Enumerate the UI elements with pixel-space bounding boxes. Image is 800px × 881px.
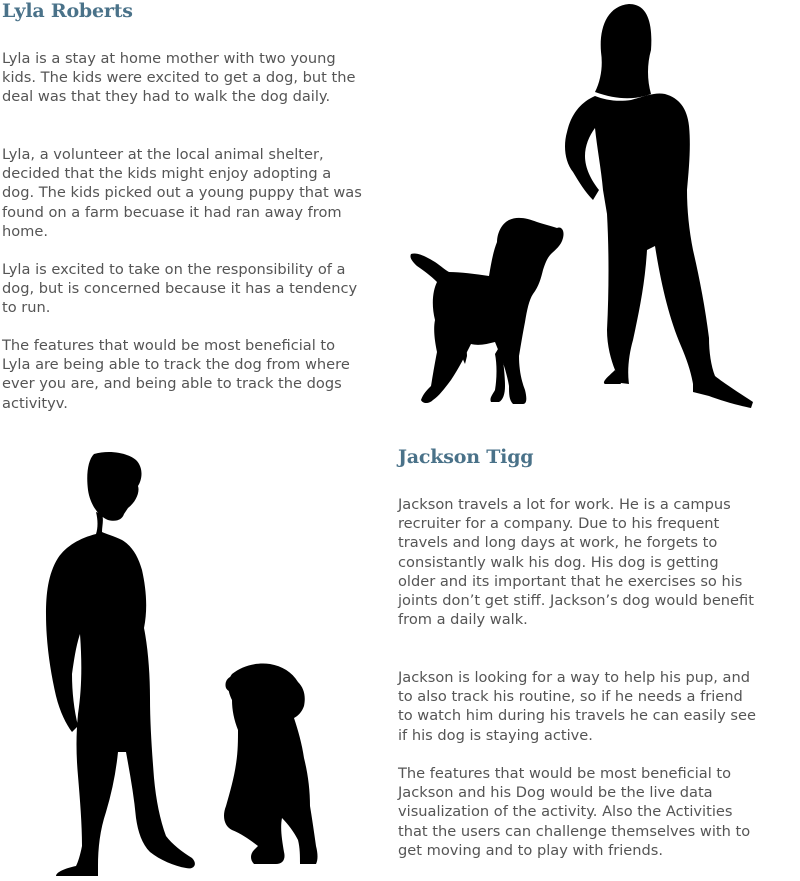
jackson-paragraph-1: Jackson travels a lot for work. He is a campus recruiter for a company. Due to his frequent travels and long days at work, he forgets to consistantly walk his dog. His dog is getting older and its important that he exercises so his joints don’t get stiff. Jackson’s dog would benefit from a daily walk. — [398, 496, 754, 629]
persona-name-jackson: Jackson Tigg — [398, 446, 534, 468]
jackson-paragraph-3: The features that would be most beneficial to Jackson and his Dog would be the live data visualization of the activity. Also the Activities that the users can challenge themselves with to get moving and to play with friends. — [398, 765, 751, 859]
standing-dog-silhouette — [405, 214, 575, 410]
lyla-paragraph-4: The features that would be most beneficial to Lyla are being able to track the dog from where ever you are, and being able to track the dogs activityv. — [2, 337, 350, 412]
lyla-paragraph-1: Lyla is a stay at home mother with two young kids. The kids were excited to get a dog, but the deal was that they had to walk the dog daily. — [2, 50, 356, 106]
man-silhouette — [36, 448, 200, 878]
sitting-dog-silhouette — [220, 660, 324, 870]
woman-silhouette — [555, 0, 755, 412]
lyla-paragraph-2: Lyla, a volunteer at the local animal shelter, decided that the kids might enjoy adopting a dog. The kids picked out a young puppy that was found on a farm becuase it had ran away from home. — [2, 146, 362, 240]
lyla-paragraph-3: Lyla is excited to take on the responsibility of a dog, but is concerned because it has a tendency to run. — [2, 261, 358, 317]
jackson-paragraph-2: Jackson is looking for a way to help his pup, and to also track his routine, so if he needs a friend to watch him during his travels he can easily see if his dog is staying active. — [398, 669, 756, 744]
persona-name-lyla: Lyla Roberts — [2, 0, 133, 22]
